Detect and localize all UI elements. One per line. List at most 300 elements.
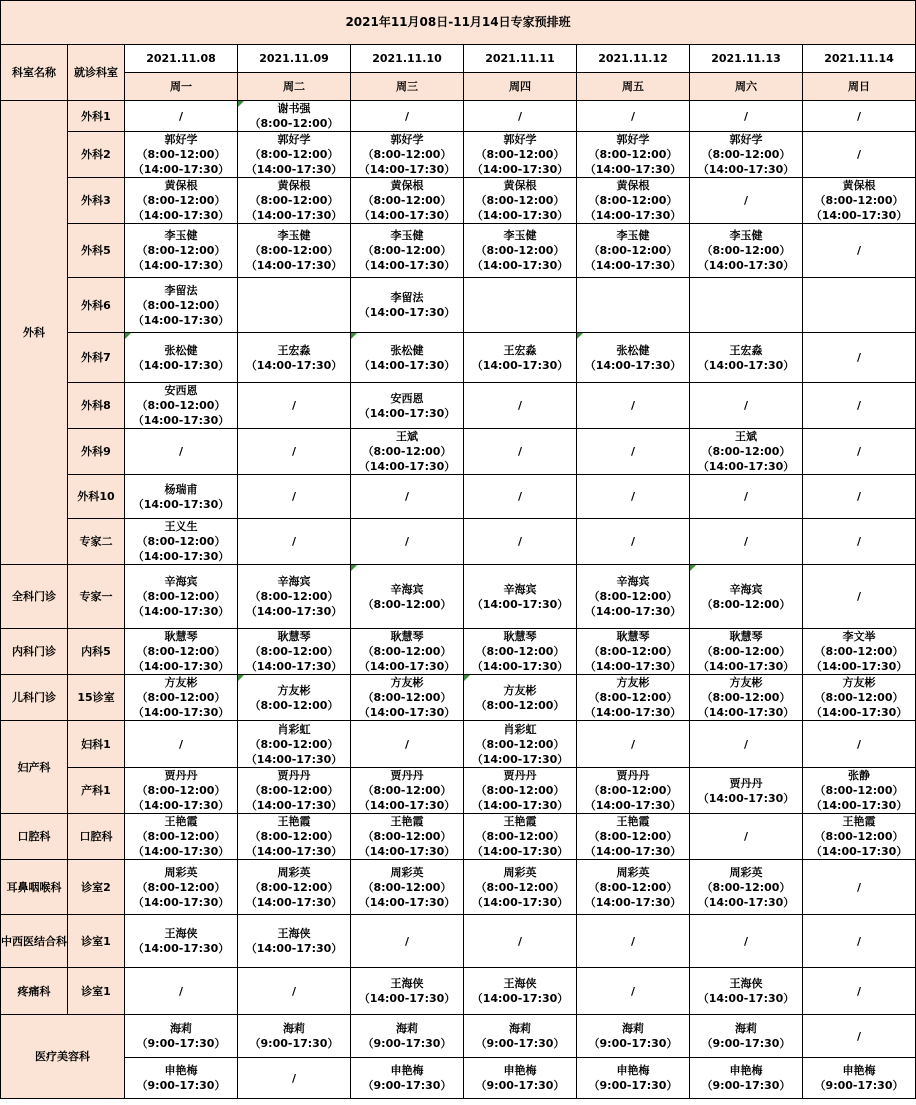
doctor-name: / <box>857 445 862 458</box>
time-slot: （14:00-17:30） <box>132 942 230 955</box>
schedule-cell <box>351 860 464 915</box>
schedule-row <box>1 814 916 860</box>
time-slot: （8:00-12:00） <box>814 830 904 843</box>
doctor-name: / <box>291 490 297 503</box>
schedule-cell <box>690 629 803 675</box>
time-slot: （8:00-12:00） <box>588 784 678 797</box>
time-slot: （8:00-12:00） <box>362 830 452 843</box>
time-slot: （14:00-17:30） <box>132 845 230 858</box>
schedule-cell <box>577 629 690 675</box>
schedule-cell <box>125 178 238 224</box>
doctor-name: 贾丹丹 <box>729 776 763 790</box>
doctor-name: 耿慧琴 <box>616 630 650 643</box>
schedule-cell <box>577 178 690 224</box>
time-slot: （14:00-17:30） <box>358 992 456 1005</box>
dept-name: 耳鼻咽喉科 <box>1 860 68 915</box>
time-slot: （8:00-12:00） <box>362 445 452 458</box>
doctor-name: 耿慧琴 <box>729 630 763 643</box>
doctor-name: / <box>517 445 523 458</box>
doctor-name: 周彩英 <box>390 865 424 879</box>
doctor-name: 王海侠 <box>729 977 763 990</box>
time-slot: （14:00-17:30） <box>584 605 682 618</box>
schedule-cell <box>238 814 351 860</box>
schedule-cell <box>464 278 577 333</box>
clinic-name: 外科8 <box>68 383 125 429</box>
doctor-name: 黄保根 <box>842 179 876 192</box>
schedule-cell <box>351 721 464 768</box>
schedule-cell <box>803 132 916 178</box>
time-slot: （14:00-17:30） <box>245 605 343 618</box>
time-slot: （9:00-17:30） <box>701 1037 791 1050</box>
time-slot: （8:00-12:00） <box>249 117 339 130</box>
time-slot: （8:00-12:00） <box>475 698 565 712</box>
dept-name: 妇产科 <box>1 721 68 814</box>
schedule-row <box>1 629 916 675</box>
schedule-cell <box>125 1058 238 1099</box>
time-slot: （8:00-12:00） <box>249 784 339 797</box>
schedule-cell <box>464 814 577 860</box>
doctor-name: 辛海宾 <box>164 575 198 588</box>
time-slot: （8:00-12:00） <box>814 645 904 658</box>
clinic-name: 诊室1 <box>68 968 125 1015</box>
schedule-cell <box>238 768 351 814</box>
dept-name: 口腔科 <box>1 814 68 860</box>
schedule-cell <box>464 383 577 429</box>
time-slot: （9:00-17:30） <box>588 1079 678 1092</box>
doctor-name: 贾丹丹 <box>616 769 650 782</box>
time-slot: （8:00-12:00） <box>588 880 678 894</box>
doctor-name: 辛海宾 <box>729 582 763 596</box>
time-slot: （14:00-17:30） <box>584 799 682 812</box>
schedule-cell <box>464 475 577 519</box>
time-slot: （9:00-17:30） <box>362 1079 452 1092</box>
doctor-name: / <box>857 737 862 751</box>
doctor-name: 辛海宾 <box>390 582 424 596</box>
schedule-cell <box>464 1058 577 1099</box>
doctor-name: 安西恩 <box>164 384 198 397</box>
doctor-name: 海莉 <box>509 1022 531 1035</box>
doctor-name: / <box>743 830 749 843</box>
schedule-cell <box>690 1015 803 1058</box>
schedule-cell <box>464 132 577 178</box>
dept-name: 全科门诊 <box>1 565 68 629</box>
clinic-name: 诊室2 <box>68 860 125 915</box>
schedule-cell <box>803 383 916 429</box>
clinic-name: 专家一 <box>68 565 125 629</box>
schedule-cell <box>464 429 577 475</box>
doctor-name: / <box>743 399 749 412</box>
doctor-name: / <box>630 109 636 123</box>
doctor-name: / <box>517 490 523 503</box>
time-slot: （14:00-17:30） <box>245 209 343 222</box>
doctor-name: 海莉 <box>396 1022 418 1035</box>
time-slot: （14:00-17:30） <box>245 752 343 766</box>
date-header: 2021.11.12 <box>577 45 690 73</box>
time-slot: （14:00-17:30） <box>471 259 569 272</box>
schedule-cell <box>690 814 803 860</box>
doctor-name: 方友彬 <box>390 676 424 689</box>
date-header: 2021.11.14 <box>803 45 916 73</box>
doctor-name: 黄保根 <box>503 179 537 192</box>
time-slot: （14:00-17:30） <box>584 259 682 272</box>
schedule-cell <box>238 675 351 721</box>
schedule-cell <box>238 629 351 675</box>
time-slot: （14:00-17:30） <box>810 845 908 858</box>
time-slot: （14:00-17:30） <box>358 460 456 473</box>
schedule-cell <box>690 178 803 224</box>
schedule-cell <box>351 519 464 565</box>
doctor-name: 王宏淼 <box>729 343 763 357</box>
schedule-cell <box>577 1015 690 1058</box>
schedule-cell <box>125 721 238 768</box>
doctor-name: 张松健 <box>616 343 650 357</box>
time-slot: （14:00-17:30） <box>471 895 569 909</box>
doctor-name: / <box>291 984 297 998</box>
time-slot: （8:00-12:00） <box>701 148 791 161</box>
time-slot: （8:00-12:00） <box>475 244 565 257</box>
schedule-cell <box>577 768 690 814</box>
schedule-cell <box>803 860 916 915</box>
schedule-cell <box>577 814 690 860</box>
doctor-name: / <box>178 737 184 751</box>
clinic-name: 15诊室 <box>68 675 125 721</box>
time-slot: （8:00-12:00） <box>701 691 791 704</box>
schedule-cell <box>351 1015 464 1058</box>
schedule-cell <box>238 860 351 915</box>
schedule-cell <box>351 475 464 519</box>
schedule-row <box>1 278 916 333</box>
doctor-name: / <box>630 535 636 548</box>
time-slot: （14:00-17:30） <box>132 799 230 812</box>
time-slot: （14:00-17:30） <box>358 306 456 319</box>
schedule-cell <box>464 860 577 915</box>
dept-name: 疼痛科 <box>1 968 68 1015</box>
doctor-name: 周彩英 <box>164 865 198 879</box>
schedule-cell <box>125 675 238 721</box>
schedule-cell <box>577 915 690 968</box>
time-slot: （8:00-12:00） <box>136 148 226 161</box>
time-slot: （9:00-17:30） <box>475 1037 565 1050</box>
doctor-name: / <box>291 399 297 412</box>
time-slot: （8:00-12:00） <box>701 645 791 658</box>
doctor-name: / <box>517 934 523 948</box>
time-slot: （14:00-17:30） <box>132 414 230 427</box>
time-slot: （8:00-12:00） <box>588 645 678 658</box>
doctor-name: 李玉健 <box>503 229 537 242</box>
time-slot: （14:00-17:30） <box>810 706 908 719</box>
time-slot: （9:00-17:30） <box>249 1037 339 1050</box>
doctor-name: 方友彬 <box>616 676 650 689</box>
clinic-name: 外科9 <box>68 429 125 475</box>
schedule-cell <box>803 224 916 278</box>
doctor-name: 肖彩虹 <box>277 722 311 736</box>
time-slot: （14:00-17:30） <box>810 209 908 222</box>
schedule-cell <box>803 519 916 565</box>
doctor-name: 申艳梅 <box>842 1064 876 1077</box>
time-slot: （14:00-17:30） <box>245 358 343 372</box>
dept-name: 儿科门诊 <box>1 675 68 721</box>
doctor-name: 海莉 <box>170 1022 192 1035</box>
schedule-cell <box>577 1058 690 1099</box>
doctor-name: 王艳霞 <box>616 815 650 828</box>
schedule-cell <box>464 768 577 814</box>
time-slot: （8:00-12:00） <box>136 880 226 894</box>
time-slot: （14:00-17:30） <box>245 163 343 176</box>
schedule-cell <box>803 333 916 383</box>
schedule-cell <box>803 178 916 224</box>
schedule-row <box>1 224 916 278</box>
doctor-name: 王海侠 <box>390 977 424 990</box>
doctor-name: 王艳霞 <box>277 815 311 828</box>
time-slot: （8:00-12:00） <box>475 737 565 751</box>
schedule-cell <box>803 1015 916 1058</box>
schedule-cell <box>577 278 690 333</box>
time-slot: （14:00-17:30） <box>132 706 230 719</box>
time-slot: （9:00-17:30） <box>136 1079 226 1092</box>
schedule-cell <box>125 383 238 429</box>
time-slot: （8:00-12:00） <box>701 244 791 257</box>
schedule-cell <box>351 132 464 178</box>
time-slot: （8:00-12:00） <box>136 830 226 843</box>
doctor-name: 申艳梅 <box>164 1064 198 1077</box>
time-slot: （8:00-12:00） <box>814 194 904 207</box>
time-slot: （14:00-17:30） <box>584 845 682 858</box>
time-slot: （8:00-12:00） <box>588 590 678 603</box>
doctor-name: 李留法 <box>164 283 198 297</box>
time-slot: （14:00-17:30） <box>245 942 343 955</box>
time-slot: （8:00-12:00） <box>701 445 791 458</box>
doctor-name: / <box>630 737 636 751</box>
schedule-cell <box>577 101 690 132</box>
doctor-name: 耿慧琴 <box>164 630 198 643</box>
time-slot: （9:00-17:30） <box>814 1079 904 1092</box>
time-slot: （8:00-12:00） <box>475 645 565 658</box>
time-slot: （8:00-12:00） <box>588 691 678 704</box>
schedule-cell <box>351 629 464 675</box>
doctor-name: 申艳梅 <box>616 1064 650 1077</box>
doctor-name: 贾丹丹 <box>277 769 311 782</box>
time-slot: （8:00-12:00） <box>136 244 226 257</box>
doctor-name: 李玉健 <box>390 229 424 242</box>
dept-header: 科室名称 <box>1 45 68 101</box>
doctor-name: 郭好学 <box>503 133 537 146</box>
doctor-name: / <box>404 109 410 123</box>
schedule-row <box>1 383 916 429</box>
schedule-cell <box>238 132 351 178</box>
time-slot: （14:00-17:30） <box>697 460 795 473</box>
doctor-name: 张松健 <box>164 343 198 357</box>
schedule-cell <box>238 915 351 968</box>
schedule-cell <box>577 383 690 429</box>
doctor-name: 安西恩 <box>390 391 424 405</box>
schedule-cell <box>238 178 351 224</box>
time-slot: （14:00-17:30） <box>132 163 230 176</box>
doctor-name: 李玉健 <box>164 229 198 242</box>
schedule-cell <box>238 475 351 519</box>
schedule-cell <box>125 860 238 915</box>
dept-name: 医疗美容科 <box>1 1015 125 1099</box>
doctor-name: 海莉 <box>735 1022 757 1035</box>
time-slot: （14:00-17:30） <box>471 992 569 1005</box>
doctor-name: 辛海宾 <box>277 575 311 588</box>
doctor-name: 耿慧琴 <box>390 630 424 643</box>
time-slot: （8:00-12:00） <box>136 784 226 797</box>
time-slot: （14:00-17:30） <box>697 660 795 673</box>
doctor-name: / <box>857 399 862 412</box>
doctor-name: / <box>517 535 523 548</box>
time-slot: （14:00-17:30） <box>584 660 682 673</box>
time-slot: （14:00-17:30） <box>697 259 795 272</box>
time-slot: （8:00-12:00） <box>136 645 226 658</box>
schedule-cell <box>803 768 916 814</box>
schedule-row <box>1 915 916 968</box>
schedule-cell <box>238 565 351 629</box>
doctor-name: / <box>178 109 184 123</box>
doctor-name: / <box>178 984 184 998</box>
schedule-row <box>1 475 916 519</box>
clinic-name: 外科2 <box>68 132 125 178</box>
schedule-cell <box>351 429 464 475</box>
date-header: 2021.11.11 <box>464 45 577 73</box>
time-slot: （14:00-17:30） <box>471 660 569 673</box>
schedule-cell <box>803 278 916 333</box>
time-slot: （14:00-17:30） <box>132 259 230 272</box>
schedule-row <box>1 178 916 224</box>
doctor-name: 王义生 <box>164 520 198 533</box>
time-slot: （8:00-12:00） <box>475 194 565 207</box>
weekday-header: 周六 <box>690 73 803 101</box>
schedule-cell <box>577 132 690 178</box>
date-header: 2021.11.09 <box>238 45 351 73</box>
time-slot: （8:00-12:00） <box>136 535 226 548</box>
time-slot: （14:00-17:30） <box>697 895 795 909</box>
time-slot: （14:00-17:30） <box>584 895 682 909</box>
doctor-name: 王宏淼 <box>503 343 537 357</box>
time-slot: （14:00-17:30） <box>471 845 569 858</box>
clinic-name: 产科1 <box>68 768 125 814</box>
doctor-name: 王艳霞 <box>842 815 876 828</box>
clinic-name: 外科5 <box>68 224 125 278</box>
time-slot: （8:00-12:00） <box>362 880 452 894</box>
time-slot: （8:00-12:00） <box>249 737 339 751</box>
schedule-cell <box>690 383 803 429</box>
time-slot: （8:00-12:00） <box>362 597 452 611</box>
schedule-cell <box>690 429 803 475</box>
doctor-name: 黄保根 <box>616 179 650 192</box>
schedule-row <box>1 968 916 1015</box>
doctor-name: 李文举 <box>842 630 876 643</box>
schedule-cell <box>125 629 238 675</box>
doctor-name: 方友彬 <box>842 676 876 689</box>
time-slot: （8:00-12:00） <box>249 830 339 843</box>
time-slot: （8:00-12:00） <box>588 194 678 207</box>
schedule-cell <box>464 333 577 383</box>
time-slot: （8:00-12:00） <box>701 597 791 611</box>
weekday-header: 周一 <box>125 73 238 101</box>
time-slot: （8:00-12:00） <box>136 298 226 312</box>
time-slot: （8:00-12:00） <box>249 590 339 603</box>
doctor-name: / <box>630 399 636 412</box>
time-slot: （14:00-17:30） <box>132 358 230 372</box>
doctor-name: 贾丹丹 <box>390 769 424 782</box>
time-slot: （14:00-17:30） <box>471 358 569 372</box>
doctor-name: / <box>857 244 862 257</box>
schedule-cell <box>690 278 803 333</box>
doctor-name: 贾丹丹 <box>164 769 198 782</box>
schedule-cell <box>351 768 464 814</box>
schedule-cell <box>464 1015 577 1058</box>
doctor-name: / <box>857 109 862 123</box>
doctor-name: 李玉健 <box>729 229 763 242</box>
time-slot: （8:00-12:00） <box>588 148 678 161</box>
schedule-cell <box>690 475 803 519</box>
schedule-cell <box>351 333 464 383</box>
doctor-name: 郭好学 <box>390 133 424 146</box>
time-slot: （8:00-12:00） <box>249 148 339 161</box>
time-slot: （8:00-12:00） <box>249 244 339 257</box>
time-slot: （8:00-12:00） <box>136 691 226 704</box>
time-slot: （14:00-17:30） <box>471 163 569 176</box>
clinic-name: 外科1 <box>68 101 125 132</box>
doctor-name: / <box>743 109 749 123</box>
schedule-cell <box>577 475 690 519</box>
schedule-cell <box>577 860 690 915</box>
clinic-name: 外科10 <box>68 475 125 519</box>
doctor-name: / <box>857 590 862 603</box>
time-slot: （14:00-17:30） <box>697 706 795 719</box>
schedule-cell <box>690 519 803 565</box>
schedule-cell <box>351 968 464 1015</box>
time-slot: （14:00-17:30） <box>358 358 456 372</box>
time-slot: （14:00-17:30） <box>697 163 795 176</box>
schedule-row <box>1 860 916 915</box>
doctor-name: 王艳霞 <box>503 815 537 828</box>
doctor-name: 耿慧琴 <box>277 630 311 643</box>
schedule-cell <box>464 565 577 629</box>
doctor-name: 李留法 <box>390 291 424 304</box>
time-slot: （14:00-17:30） <box>132 209 230 222</box>
doctor-name: 杨瑞甫 <box>164 482 198 496</box>
doctor-name: / <box>517 399 523 412</box>
schedule-cell <box>690 224 803 278</box>
schedule-cell <box>690 915 803 968</box>
schedule-cell <box>803 814 916 860</box>
schedule-cell <box>125 101 238 132</box>
clinic-header: 就诊科室 <box>68 45 125 101</box>
schedule-cell <box>125 132 238 178</box>
schedule-cell <box>803 915 916 968</box>
schedule-cell <box>803 1058 916 1099</box>
doctor-name: 郭好学 <box>277 133 311 146</box>
schedule-cell <box>577 968 690 1015</box>
time-slot: （8:00-12:00） <box>362 645 452 658</box>
doctor-name: / <box>404 934 410 948</box>
doctor-name: 辛海宾 <box>503 582 537 596</box>
schedule-cell <box>125 1015 238 1058</box>
schedule-cell <box>803 968 916 1015</box>
schedule-cell <box>690 968 803 1015</box>
clinic-name: 妇科1 <box>68 721 125 768</box>
schedule-cell <box>351 178 464 224</box>
schedule-cell <box>577 519 690 565</box>
time-slot: （8:00-12:00） <box>475 830 565 843</box>
schedule-cell <box>690 1058 803 1099</box>
clinic-name: 外科6 <box>68 278 125 333</box>
schedule-cell <box>238 968 351 1015</box>
time-slot: （14:00-17:30） <box>697 791 795 805</box>
time-slot: （14:00-17:30） <box>471 597 569 611</box>
time-slot: （14:00-17:30） <box>358 660 456 673</box>
